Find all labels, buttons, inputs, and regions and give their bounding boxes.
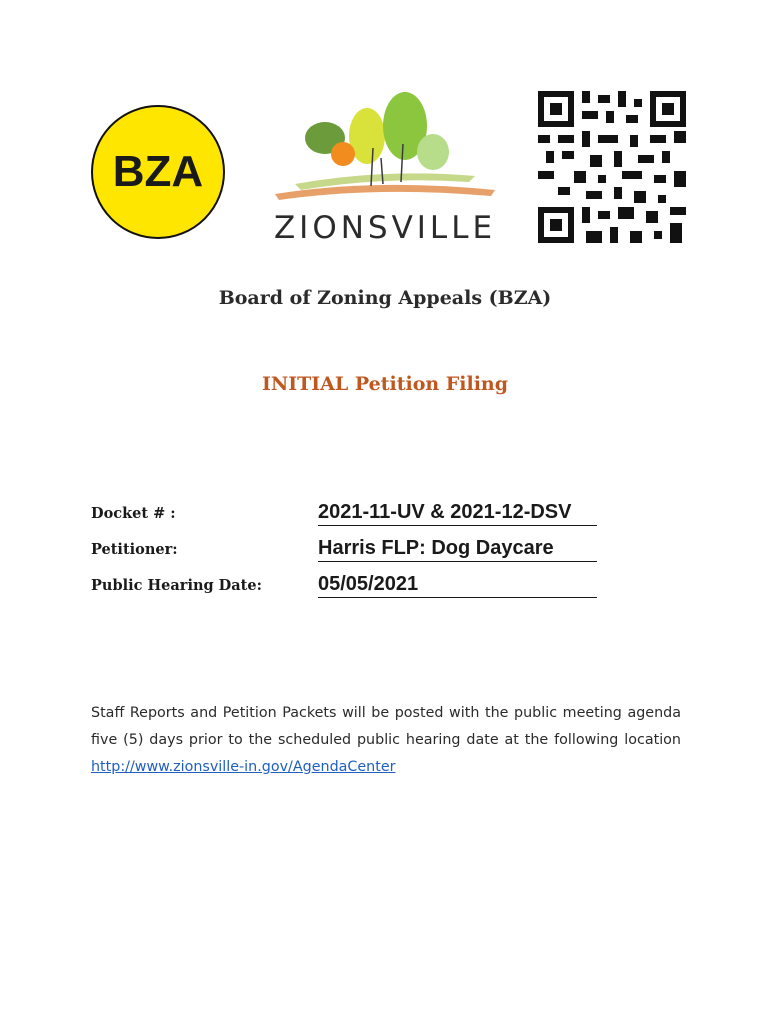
bza-logo-text: BZA [112,147,204,196]
qr-code-icon [538,91,686,243]
petitioner-value: Harris FLP: Dog Daycare [318,535,597,562]
zionsville-logo-text: ZIONSVILLE [273,210,497,244]
docket-label: Docket # : [91,505,176,522]
tree-icon [275,92,495,200]
hearing-date-label: Public Hearing Date: [91,577,262,594]
bza-logo [90,104,226,240]
zionsville-logo [255,86,515,244]
docket-value: 2021-11-UV & 2021-12-DSV [318,499,597,526]
agenda-center-link[interactable]: http://www.zionsville-in.gov/AgendaCenter [91,759,396,775]
page-subtitle: INITIAL Petition Filing [261,373,509,395]
petitioner-label: Petitioner: [91,541,178,558]
page-title: Board of Zoning Appeals (BZA) [218,287,552,309]
notice-text: Staff Reports and Petition Packets will be posted with the public meeting agenda five (5) days prior to the scheduled public hearing date at the following location [91,705,681,748]
hearing-date-value: 05/05/2021 [318,571,597,598]
notice-paragraph [91,700,681,781]
